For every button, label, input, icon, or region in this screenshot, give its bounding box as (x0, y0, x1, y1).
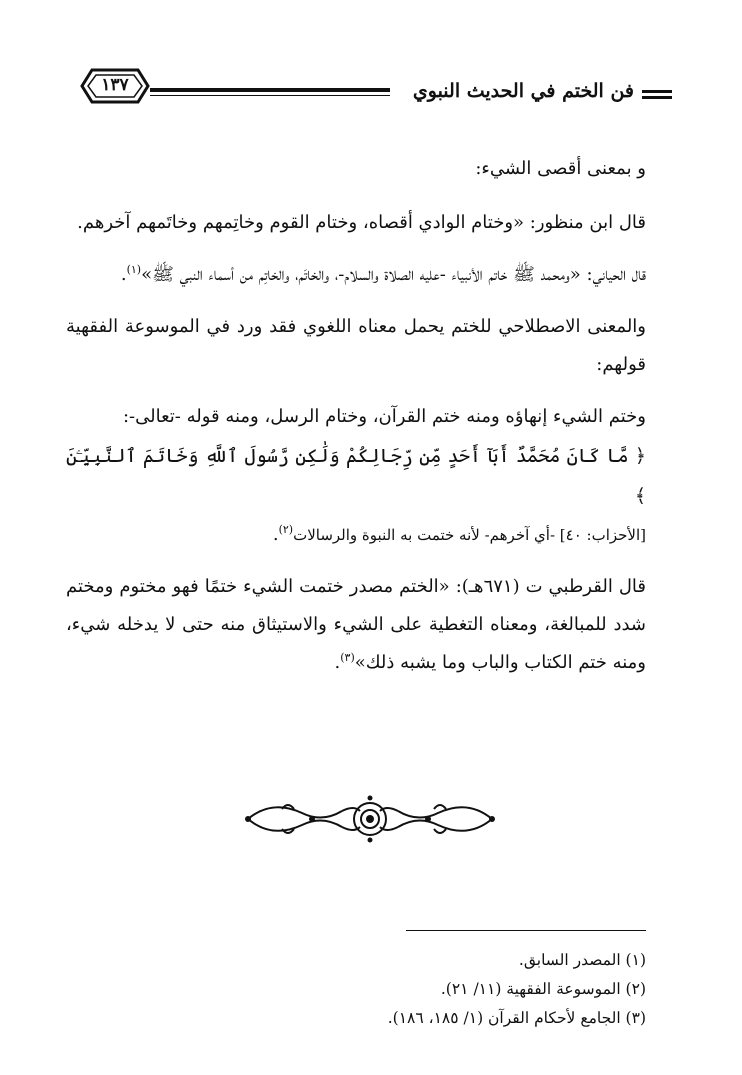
paragraph: قال ابن منظور: «وختام الوادي أقصاه، وختام القوم وخاتِمهم وخاتَمهم آخرهم. (77, 212, 646, 233)
header-rule (150, 88, 390, 96)
footnote: (٢) الموسوعة الفقهية (١١/ ٢١). (440, 980, 646, 998)
paragraph-end: . (120, 264, 127, 285)
footnote-marker: (٣) (340, 651, 355, 664)
paragraph-text: وختم الشيء إنهاؤه ومنه ختم القرآن، وختام الرسل، ومنه قوله -تعالى-: (122, 406, 646, 427)
verse-reference: [الأحزاب: ٤٠] -أي آخرهم- لأنه ختمت به النبوة والرسالات (293, 526, 646, 544)
paragraph: و بمعنى أقصى الشيء: (475, 158, 646, 179)
paragraph: والمعنى الاصطلاحي للختم يحمل معناه اللغوي فقد ورد في الموسوعة الفقهية قولهم: (66, 316, 646, 375)
page-number-badge (78, 66, 152, 106)
running-header-title: فن الختم في الحديث النبوي (412, 80, 634, 102)
footnotes (66, 946, 646, 1033)
paragraph-text: قال القرطبي ت (٦٧١هـ): «الختم مصدر ختمت الشيء ختمًا فهو مختوم ومختم شدد للمبالغة، ومعناه التغطية على الشيء والاستيثاق منه حتى لا يدخله شيء، ومنه ختم الكتاب والباب وما يشبه ذلك» (66, 576, 646, 673)
paragraph-text: قال الحياني: «ومحمد ﷺ خاتم الأنبياء -عليه الصلاة والسلام-، والخاتَم، والخاتِم من أسماء النبي ﷺ» (141, 264, 646, 285)
paragraph-end: . (272, 524, 279, 545)
quran-verse: ﴿ مَّا كَانَ مُحَمَّدٌ أَبَآ أَحَدٍ مِّن رِّجَالِكُمْ وَلَٰكِن رَّسُولَ ٱللَّهِ وَخَاتَمَ ٱلنَّبِيِّـۧنَ ﴾ (66, 445, 646, 507)
header-dash-mark (642, 90, 672, 102)
footnote: (٣) الجامع لأحكام القرآن (١/ ١٨٥، ١٨٦). (387, 1009, 646, 1027)
footnote-separator (406, 930, 646, 931)
paragraph (66, 256, 646, 294)
footnote: (١) المصدر السابق. (518, 951, 646, 969)
footnote-marker: (٢) (278, 523, 294, 536)
decorative-ornament-icon (242, 793, 498, 845)
paragraph (66, 568, 646, 682)
main-text (66, 150, 646, 696)
paragraph-with-verse (66, 398, 646, 554)
paragraph-end: . (334, 652, 341, 673)
footnote-marker: (١) (126, 263, 142, 276)
page-number: ١٣٧ (101, 75, 129, 95)
